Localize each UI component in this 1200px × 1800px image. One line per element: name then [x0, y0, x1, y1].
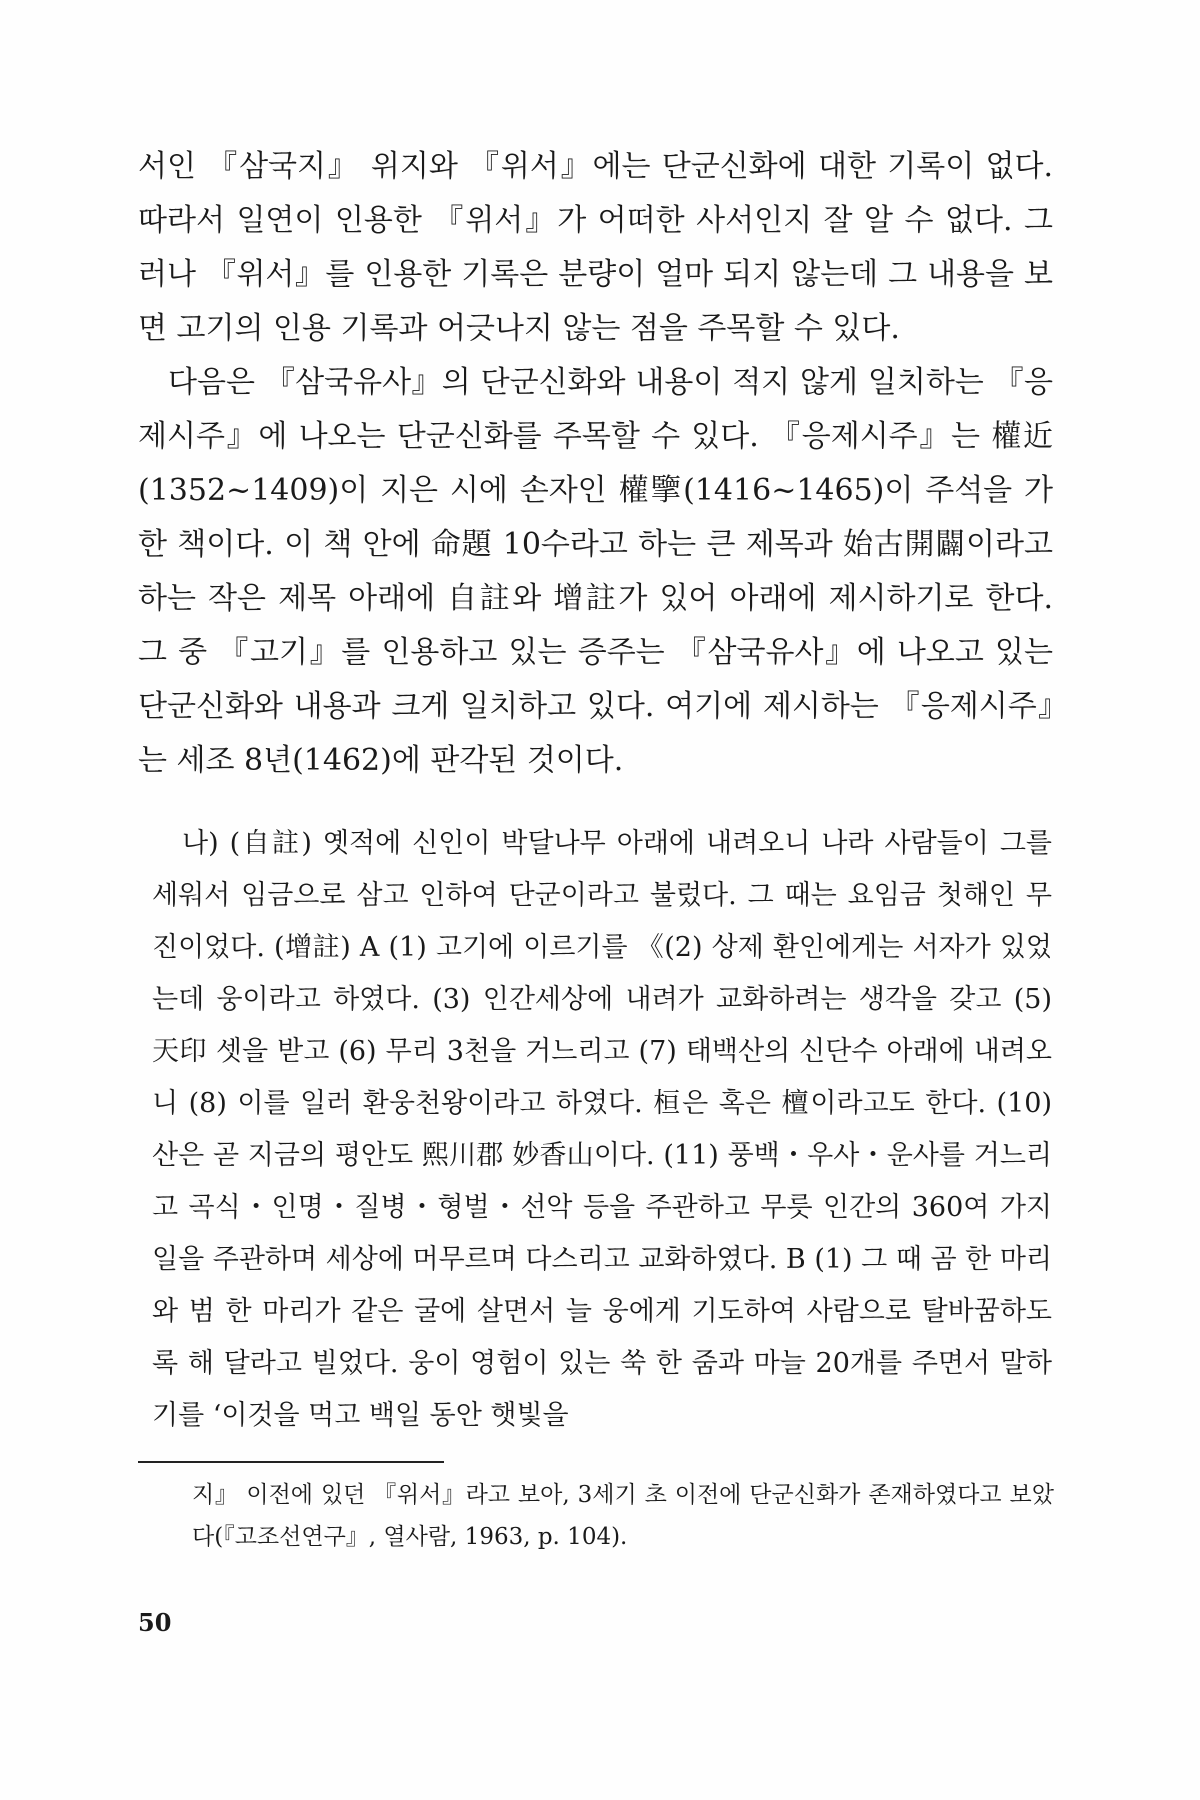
footnote-text: 지』 이전에 있던 『위서』라고 보아, 3세기 초 이전에 단군신화가 존재하였다고 보았다(『고조선연구』, 열사람, 1963, p. 104). — [192, 1482, 1054, 1550]
body-paragraph-1: 서인 『삼국지』 위지와 『위서』에는 단군신화에 대한 기록이 없다. 따라서 일연이 인용한 『위서』가 어떠한 사서인지 잘 알 수 없다. 그러나 『위서』를 인용한 기록은 분량이 얼마 되지 않는데 그 내용을 보면 고기의 인용 기록과 어긋나지 않는 점을 주목할 수 있다. — [138, 149, 1053, 346]
body-paragraph-2: 다음은 『삼국유사』의 단군신화와 내용이 적지 않게 일치하는 『응제시주』에 나오는 단군신화를 주목할 수 있다. 『응제시주』는 權近(1352~1409)이 지은 시에 손자인 權擥(1416~1465)이 주석을 가한 책이다. 이 책 안에 命題 10수라고 하는 큰 제목과 始古開闢이라고 하는 작은 제목 아래에 自註와 增註가 있어 아래에 제시하기로 한다. 그 중 『고기』를 인용하고 있는 증주는 『삼국유사』에 나오고 있는 단군신화와 내용과 크게 일치하고 있다. 여기에 제시하는 『응제시주』는 세조 8년(1462)에 판각된 것이다. — [138, 365, 1053, 778]
quoted-passage: 나) (自註) 옛적에 신인이 박달나무 아래에 내려오니 나라 사람들이 그를 세워서 임금으로 삼고 인하여 단군이라고 불렀다. 그 때는 요임금 첫해인 무진이었다. (增註) A (1) 고기에 이르기를 《(2) 상제 환인에게는 서자가 있었는데 웅이라고 하였다. (3) 인간세상에 내려가 교화하려는 생각을 갖고 (5) 天印 셋을 받고 (6) 무리 3천을 거느리고 (7) 태백산의 신단수 아래에 내려오니 (8) 이를 일러 환웅천왕이라고 하였다. 桓은 혹은 檀이라고도 한다. (10) 산은 곧 지금의 평안도 熙川郡 妙香山이다. (11) 풍백・우사・운사를 거느리고 곡식・인명・질병・형벌・선악 등을 주관하고 무릇 인간의 360여 가지 일을 주관하며 세상에 머무르며 다스리고 교화하였다. B (1) 그 때 곰 한 마리와 범 한 마리가 같은 굴에 살면서 늘 웅에게 기도하여 사람으로 탈바꿈하도록 해 달라고 빌었다. 웅이 영험이 있는 쑥 한 줌과 마늘 20개를 주면서 말하기를 ‘이것을 먹고 백일 동안 햇빛을 — [152, 828, 1052, 1431]
main-text — [138, 140, 1053, 788]
footnote-divider — [138, 1461, 444, 1463]
page-number: 50 — [138, 1608, 172, 1637]
